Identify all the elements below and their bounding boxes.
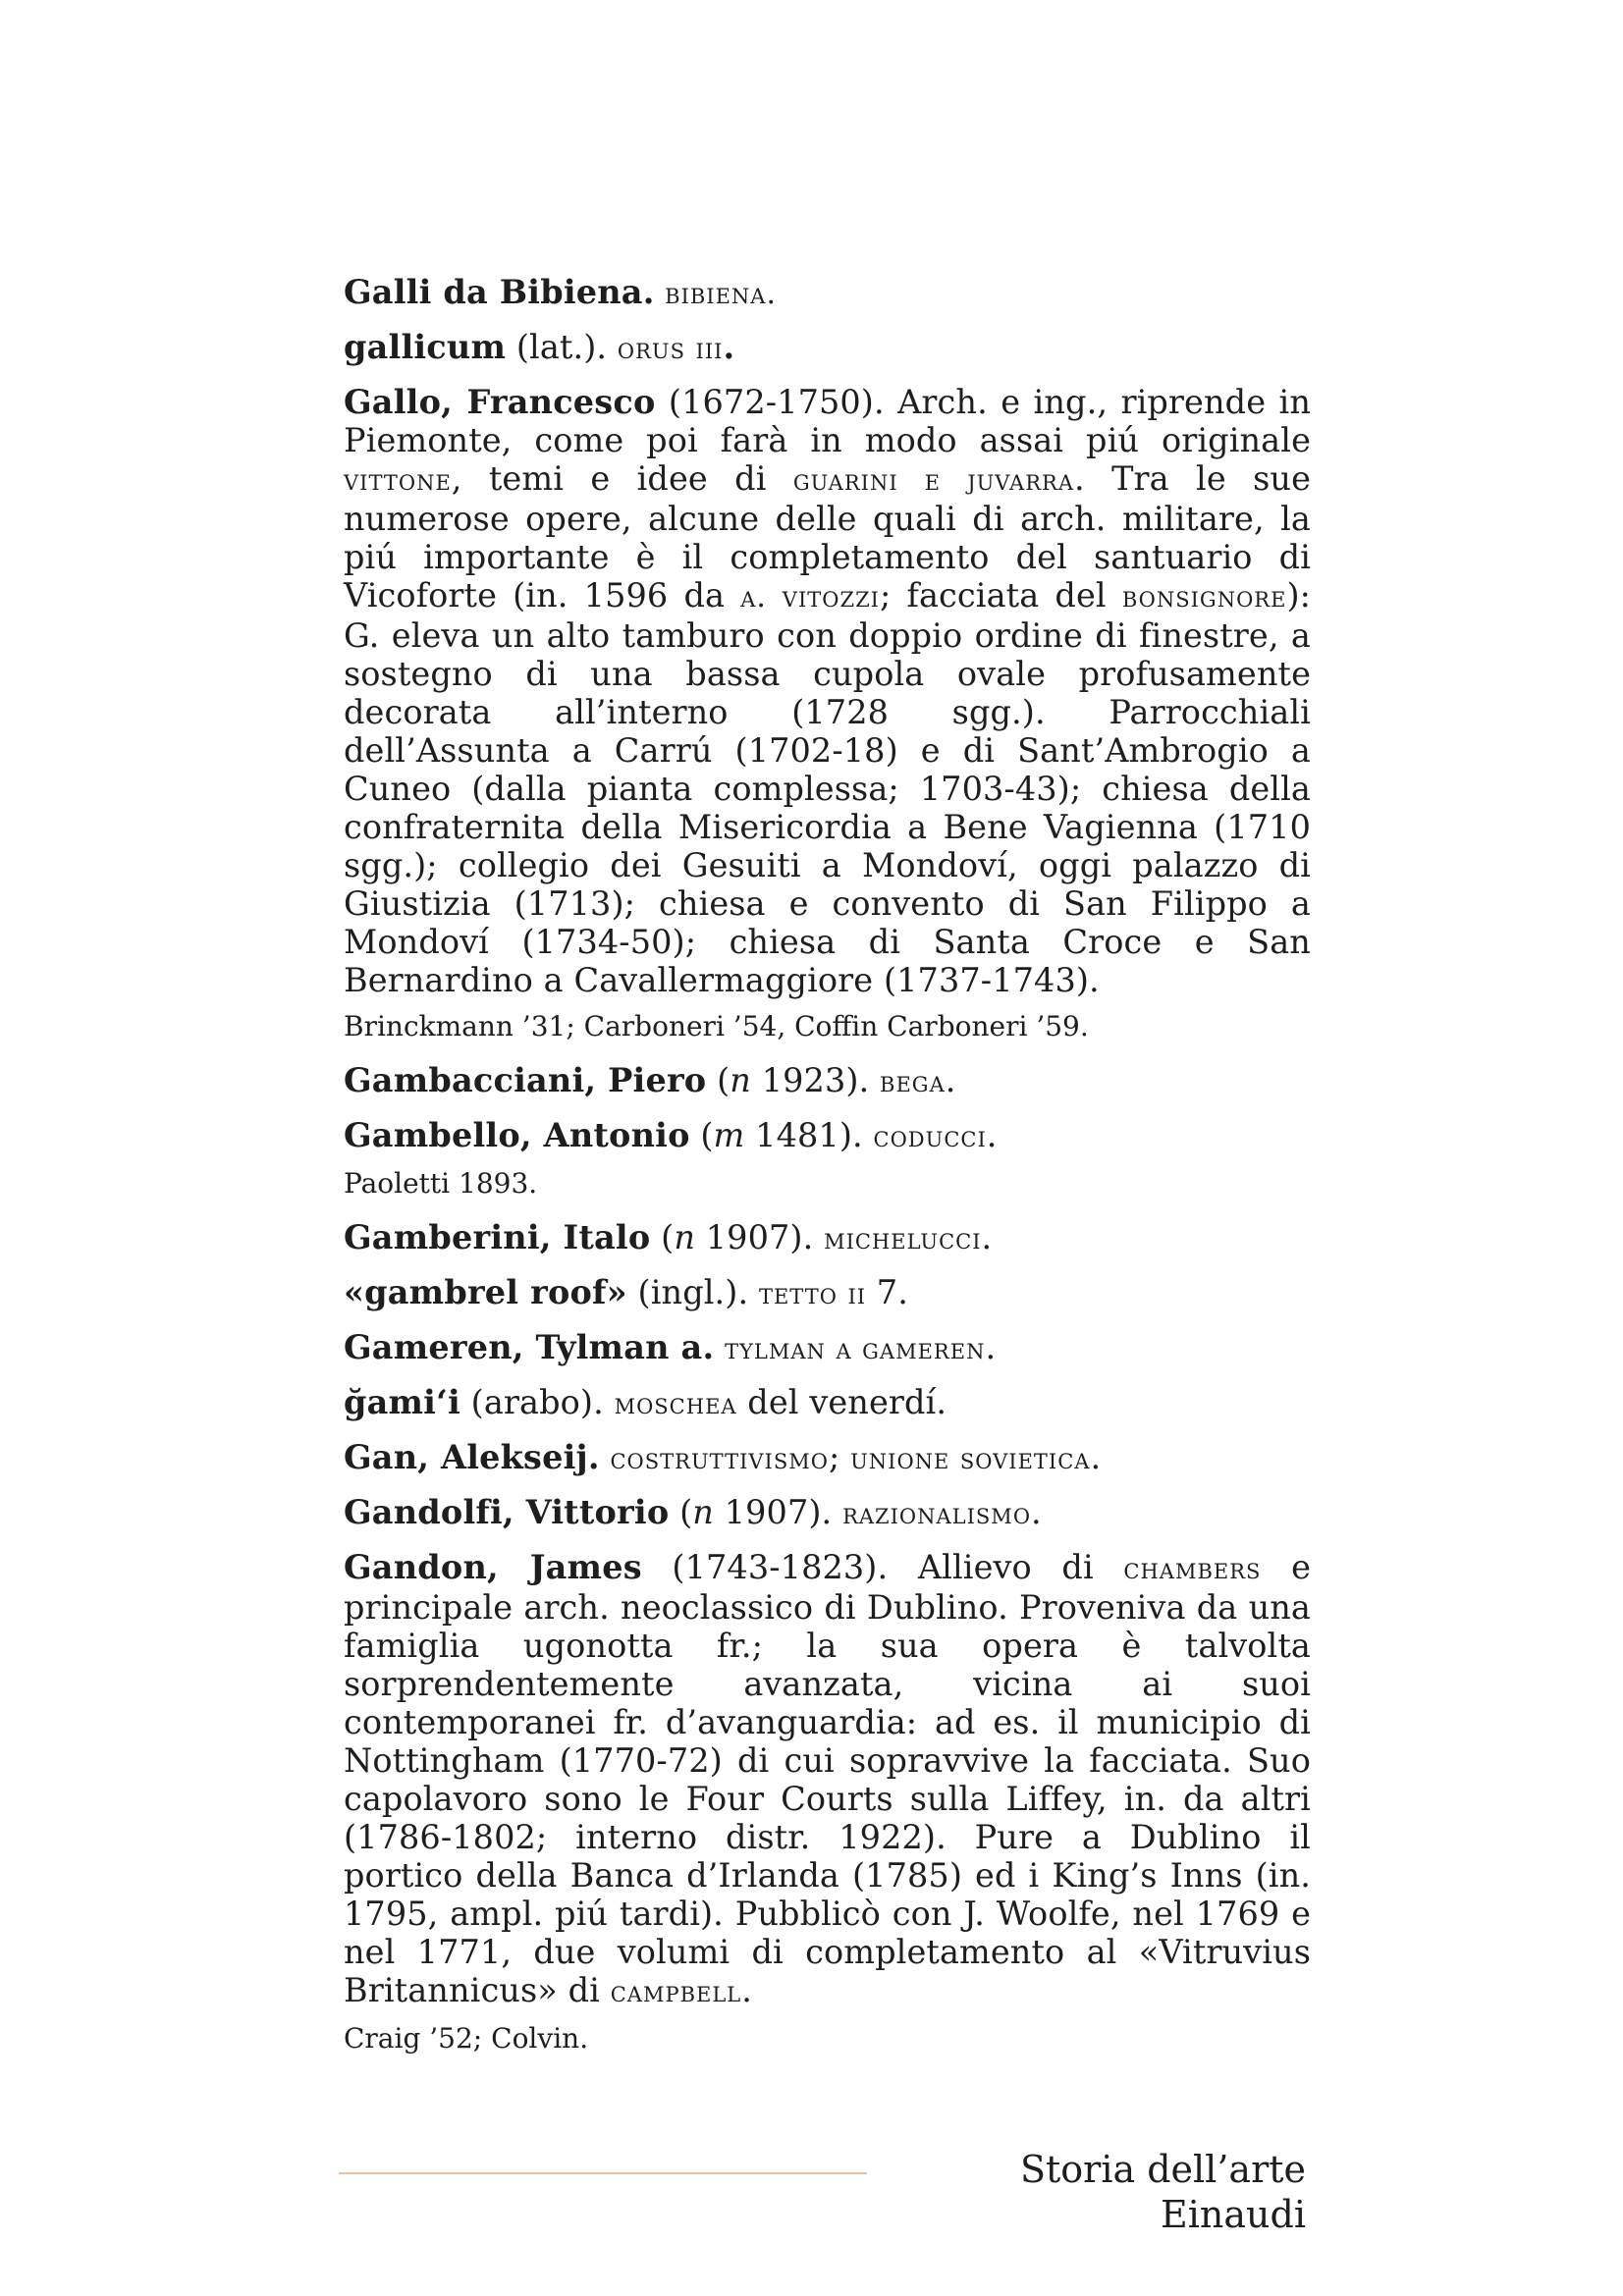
entry-text: 1907). [695,1218,825,1256]
entry-text: del venerdí. [736,1383,947,1421]
entry-text: (1743-1823). Allievo di [641,1548,1124,1586]
entry-head: Gambacciani, Piero [344,1061,707,1099]
entry-text: (ingl.). [626,1273,759,1311]
cross-reference: vittone [344,463,452,498]
dictionary-page [344,273,1311,2073]
cross-reference: bonsignore [1121,580,1287,614]
entry-text: m [713,1116,745,1154]
entry-text: . [945,1061,956,1099]
entry-gambrel-roof [344,1273,1311,1313]
entry-gami-i [344,1383,1311,1423]
entry-text: , temi e idee di [451,459,793,498]
entry-text: . [981,1218,993,1256]
entry-gallicum [344,328,1311,368]
bibliography-reference: Brinckmann ’31; Carboneri ’54, Coffin Carboneri ’59. [344,1010,1089,1042]
entry-head: Gan, Alekseij. [344,1438,600,1476]
cross-reference: tylman a gameren [725,1332,986,1366]
entry-text: . [1090,1438,1102,1476]
bibliography-reference: Craig ’52; Colvin. [344,2022,589,2055]
entry-head: «gambrel roof» [344,1273,627,1311]
cross-reference: chambers [1123,1552,1262,1586]
cross-reference: tetto ii [758,1277,867,1311]
footer-publisher: Storia dell’arte Einaudi [1019,2148,1306,2236]
entry-text [714,1328,725,1366]
entry-text: . [986,1116,998,1154]
entry-text: . Tra le sue numerose opere, alcune delle quali di arch. militare, la piú importante è il completamento del santuario di Vicoforte (in. 1596 da [344,459,1312,614]
cross-reference: unione sovietica [850,1442,1091,1476]
entry-text: 1907). [713,1493,843,1531]
entry-text: . [1031,1493,1042,1531]
cross-reference: bega [880,1065,946,1099]
entry-head: Gameren, Tylman a. [344,1328,715,1366]
entry-text: ( [650,1218,675,1256]
cross-reference: costruttivismo [610,1442,829,1476]
entry-text: ( [706,1061,730,1099]
entry-text: (arabo). [460,1383,615,1421]
entry-text: . [723,328,735,366]
entry-galli-da-bibiena [344,273,1311,313]
footer-rule [339,2172,867,2174]
cross-reference: coducci [873,1120,987,1154]
entry-head: gallicum [344,328,507,366]
entry-gambello-antonio [344,1116,1311,1156]
entry-text: . [741,1971,753,2009]
entry-text: n [674,1218,696,1256]
cross-reference: orus iii [617,332,724,366]
cross-reference: bibiena. [654,277,777,311]
entry-text [600,1438,611,1476]
entry-head: Gamberini, Italo [344,1218,651,1256]
entry-gallo-francesco [344,383,1311,999]
entry-gamberini-italo [344,1218,1311,1258]
entry-text: (1672-1750). Arch. e ing., riprende in Piemonte, come poi farà in modo assai piú originale [344,383,1312,459]
entry-gambacciani-piero [344,1061,1311,1101]
entry-head: Gambello, Antonio [344,1116,690,1154]
entry-text: ( [689,1116,714,1154]
cross-reference: campbell [610,1975,742,2009]
cross-reference: a. vitozzi [740,580,880,614]
entry-gandon-james [344,1548,1311,2011]
entry-gandolfi-vittorio [344,1493,1311,1533]
entry-text: 7. [866,1273,908,1311]
entry-text: n [692,1493,714,1531]
entry-text: n [730,1061,751,1099]
entry-gan-alekseij [344,1438,1311,1478]
entry-gameren-tylman [344,1328,1311,1368]
cross-reference: guarini e juvarra [792,463,1075,498]
entry-text: (lat.). [506,328,618,366]
entry-text: 1481). [744,1116,874,1154]
entry-head: Gandolfi, Vittorio [344,1493,670,1531]
entry-head: Galli da Bibiena. [344,273,655,311]
entry-text: . [985,1328,997,1366]
bibliography-reference: Paoletti 1893. [344,1167,538,1200]
entry-text: e principale arch. neoclassico di Dublino. Proveniva da una famiglia ugonotta fr.; la sua opera è talvolta sorprendentemente avanzata, vicina ai suoi contemporanei fr. d’avanguardia: ad es. il municipio di Nottingham (1770-72) di cui sopravvive la facciata. Suo capolavoro sono le Four Courts sulla Liffey, in. da altri (1786-1802; interno distr. 1922). Pure a Dublino il portico della Banca d’Irlanda (1785) ed i King’s Inns (in. 1795, ampl. piú tardi). Pubblicò con J. Woolfe, nel 1769 e nel 1771, due volumi di completamento al «Vitruvius Britannicus» di [344,1548,1311,2009]
cross-reference: moschea [614,1387,737,1421]
entry-text: 1923). [750,1061,881,1099]
cross-reference: razionalismo [842,1497,1032,1531]
entry-text: ): G. eleva un alto tamburo con doppio ordine di finestre, a sostegno di una bassa cupola ovale profusamente decorata all’interno (1728 sgg.). Parrocchiali dell’Assunta a Carrú (1702-18) e di Sant’Ambrogio a Cuneo (dalla pianta complessa; 1703-43); chiesa della confraternita della Misericordia a Bene Vagienna (1710 sgg.); collegio dei Gesuiti a Mondoví, oggi palazzo di Giustizia (1713); chiesa e convento di San Filippo a Mondoví (1734-50); chiesa di Santa Croce e San Bernardino a Cavallermaggiore (1737-1743). [344,576,1311,999]
cross-reference: michelucci [824,1222,982,1256]
entry-head: Gallo, Francesco [344,383,656,421]
entry-head: Gandon, James [344,1548,642,1586]
entry-text: ; facciata del [879,576,1122,614]
entry-text: ( [669,1493,693,1531]
entry-text: ; [828,1438,851,1476]
entry-head: ğami‘i [344,1383,460,1421]
